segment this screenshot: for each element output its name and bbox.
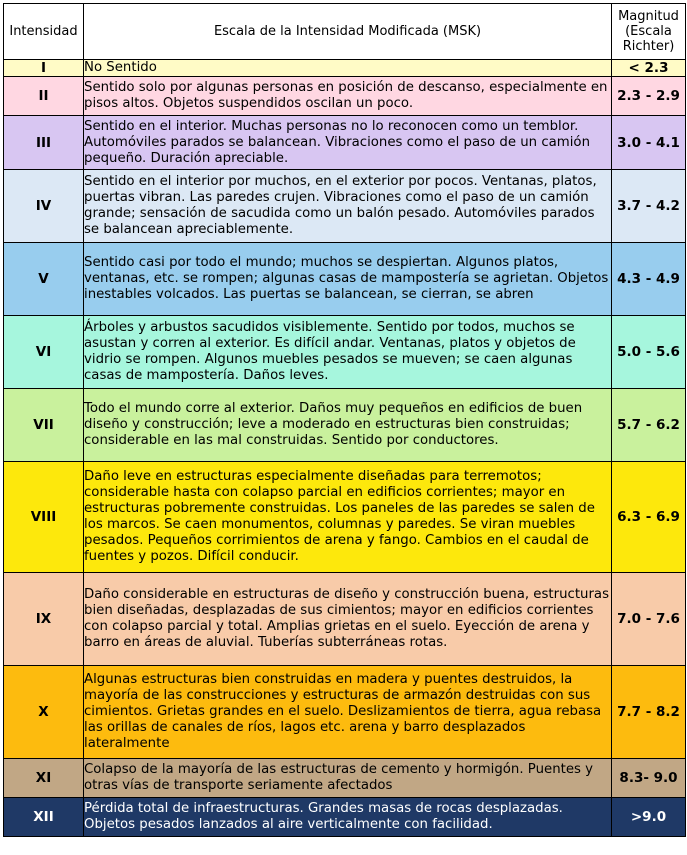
header-magnitude-line2: (Escala bbox=[625, 24, 672, 39]
intensity-cell: XII bbox=[4, 798, 84, 837]
magnitude-cell: 7.7 - 8.2 bbox=[612, 666, 686, 759]
magnitude-cell: 2.3 - 2.9 bbox=[612, 77, 686, 116]
intensity-cell: X bbox=[4, 666, 84, 759]
description-cell: Sentido en el interior. Muchas personas no lo reconocen como un temblor. Automóviles parados se balancean. Vibraciones como el paso de un camión pequeño. Duración apreciable. bbox=[84, 116, 612, 170]
table-row-XII bbox=[4, 798, 686, 837]
description-cell: Sentido en el interior por muchos, en el exterior por pocos. Ventanas, platos, puertas vibran. Las paredes crujen. Vibraciones como el paso de un camión grande; sensación de sacudida como un balón pesado. Automóviles parados se balancean apreciablemente. bbox=[84, 170, 612, 243]
table-row-III bbox=[4, 116, 686, 170]
table-row-VI bbox=[4, 316, 686, 389]
header-intensity: Intensidad bbox=[4, 4, 84, 60]
magnitude-cell: >9.0 bbox=[612, 798, 686, 837]
table-row-IV bbox=[4, 170, 686, 243]
intensity-cell: II bbox=[4, 77, 84, 116]
intensity-cell: V bbox=[4, 243, 84, 316]
magnitude-cell: 7.0 - 7.6 bbox=[612, 573, 686, 666]
header-magnitude-line3: Richter) bbox=[622, 39, 675, 54]
magnitude-cell: 3.0 - 4.1 bbox=[612, 116, 686, 170]
description-cell: Sentido casi por todo el mundo; muchos se despiertan. Algunos platos, ventanas, etc. se rompen; algunas casas de mampostería se agrietan. Objetos inestables volcados. Las puertas se balancean, se cierran, se abren bbox=[84, 243, 612, 316]
intensity-cell: I bbox=[4, 60, 84, 77]
magnitude-cell: 8.3- 9.0 bbox=[612, 759, 686, 798]
intensity-cell: VIII bbox=[4, 462, 84, 573]
magnitude-cell: 5.0 - 5.6 bbox=[612, 316, 686, 389]
table-row-XI bbox=[4, 759, 686, 798]
table-row-I bbox=[4, 60, 686, 77]
description-cell: No Sentido bbox=[84, 60, 612, 77]
intensity-cell: VII bbox=[4, 389, 84, 462]
intensity-cell: VI bbox=[4, 316, 84, 389]
table-row-VIII bbox=[4, 462, 686, 573]
table-row-II bbox=[4, 77, 686, 116]
table-row-IX bbox=[4, 573, 686, 666]
description-cell: Colapso de la mayoría de las estructuras de cemento y hormigón. Puentes y otras vías de transporte seriamente afectados bbox=[84, 759, 612, 798]
magnitude-cell: 6.3 - 6.9 bbox=[612, 462, 686, 573]
intensity-cell: IV bbox=[4, 170, 84, 243]
description-cell: Daño considerable en estructuras de diseño y construcción buena, estructuras bien diseñadas, desplazadas de sus cimientos; mayor en edificios corrientes con colapso parcial y total. Amplias grietas en el suelo. Eyección de arena y barro en áreas de aluvial. Tuberías subterráneas rotas. bbox=[84, 573, 612, 666]
header-magnitude-line1: Magnitud bbox=[618, 9, 679, 24]
header-magnitude bbox=[612, 4, 686, 60]
header-row bbox=[4, 4, 686, 60]
description-cell: Algunas estructuras bien construidas en madera y puentes destruidos, la mayoría de las construcciones y estructuras de armazón destruidas con sus cimientos. Grietas grandes en el suelo. Deslizamientos de tierra, agua rebasa las orillas de canales de ríos, lagos etc. arena y barro desplazados lateralmente bbox=[84, 666, 612, 759]
intensity-cell: XI bbox=[4, 759, 84, 798]
table-row-V bbox=[4, 243, 686, 316]
header-scale: Escala de la Intensidad Modificada (MSK) bbox=[84, 4, 612, 60]
description-cell: Pérdida total de infraestructuras. Grandes masas de rocas desplazadas. Objetos pesados lanzados al aire verticalmente con facilidad. bbox=[84, 798, 612, 837]
table-row-VII bbox=[4, 389, 686, 462]
description-cell: Daño leve en estructuras especialmente diseñadas para terremotos; considerable hasta con colapso parcial en edificios corrientes; mayor en estructuras pobremente construidas. Los paneles de las paredes se salen de los marcos. Se caen monumentos, columnas y paredes. Se viran muebles pesados. Pequeños corrimientos de arena y fango. Cambios en el caudal de fuentes y pozos. Difícil conducir. bbox=[84, 462, 612, 573]
magnitude-cell: 5.7 - 6.2 bbox=[612, 389, 686, 462]
intensity-cell: III bbox=[4, 116, 84, 170]
table-row-X bbox=[4, 666, 686, 759]
description-cell: Sentido solo por algunas personas en posición de descanso, especialmente en pisos altos. Objetos suspendidos oscilan un poco. bbox=[84, 77, 612, 116]
magnitude-cell: 4.3 - 4.9 bbox=[612, 243, 686, 316]
description-cell: Árboles y arbustos sacudidos visiblemente. Sentido por todos, muchos se asustan y corren al exterior. Es difícil andar. Ventanas, platos y objetos de vidrio se rompen. Algunos muebles pesados se mueven; se caen algunas casas de mampostería. Daños leves. bbox=[84, 316, 612, 389]
description-cell: Todo el mundo corre al exterior. Daños muy pequeños en edificios de buen diseño y construcción; leve a moderado en estructuras bien construidas; considerable en las mal construidas. Sentido por conductores. bbox=[84, 389, 612, 462]
magnitude-cell: 3.7 - 4.2 bbox=[612, 170, 686, 243]
msk-intensity-table bbox=[3, 3, 686, 837]
intensity-cell: IX bbox=[4, 573, 84, 666]
magnitude-cell: < 2.3 bbox=[612, 60, 686, 77]
